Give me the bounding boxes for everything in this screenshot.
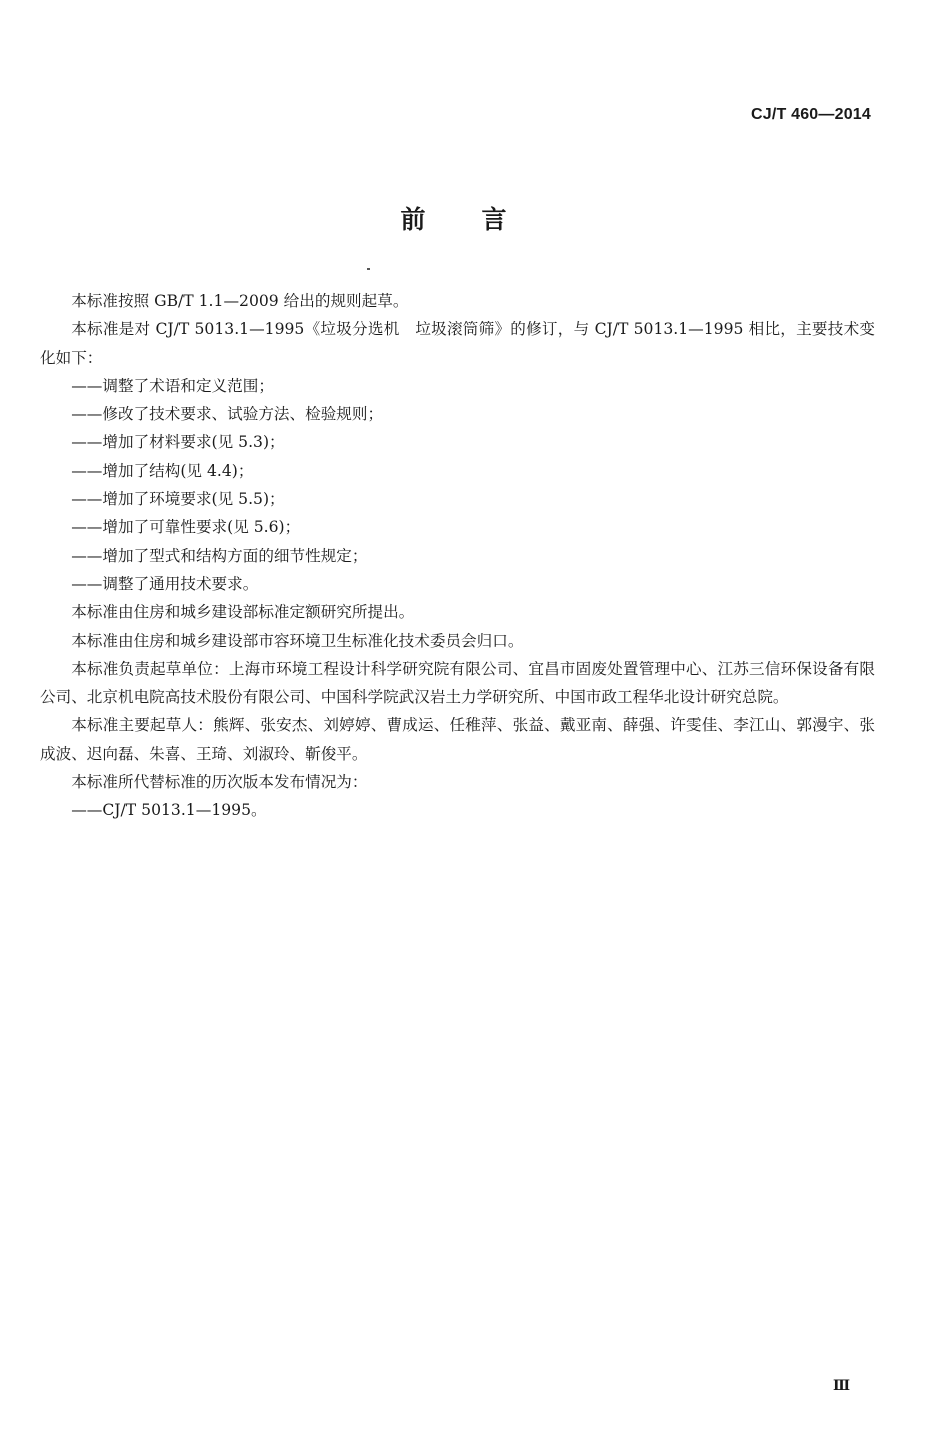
title-char-2: 言: [481, 205, 507, 234]
paragraph-committee: 本标准由住房和城乡建设部市容环境卫生标准化技术委员会归口。: [71, 631, 524, 650]
change-item: ——增加了型式和结构方面的细节性规定；: [71, 546, 368, 565]
history-item: ——CJ/T 5013.1—1995。: [71, 801, 267, 820]
change-item: ——增加了材料要求(见 5.3)；: [71, 433, 285, 452]
change-item: ——增加了结构(见 4.4)；: [71, 461, 254, 480]
foreword-body: [40, 287, 875, 825]
page-title: [0, 200, 907, 236]
paragraph-revision: 本标准是对 CJ/T 5013.1—1995《垃圾分选机 垃圾滚筒筛》的修订，与 CJ/T 5013.1—1995 相比，主要技术变化如下：: [40, 320, 875, 367]
change-item: ——调整了术语和定义范围；: [71, 376, 274, 395]
paragraph-drafting-rules: 本标准按照 GB/T 1.1—2009 给出的规则起草。: [71, 292, 409, 310]
paragraph-drafting-units: 本标准负责起草单位：上海市环境工程设计科学研究院有限公司、宜昌市固废处置管理中心、江苏三信环保设备有限公司、北京机电院高技术股份有限公司、中国科学院武汉岩土力学研究所、中国市政工程华北设计研究总院。: [40, 659, 875, 707]
change-item: ——增加了可靠性要求(见 5.6)；: [71, 518, 301, 537]
title-char-1: 前: [400, 205, 426, 234]
change-item: ——修改了技术要求、试验方法、检验规则；: [71, 405, 384, 424]
change-item: ——调整了通用技术要求。: [71, 574, 259, 593]
paragraph-proposer: 本标准由住房和城乡建设部标准定额研究所提出。: [71, 603, 415, 622]
paragraph-history: 本标准所代替标准的历次版本发布情况为：: [71, 773, 368, 792]
page-number: Ⅲ: [833, 1378, 851, 1394]
standard-number: CJ/T 460—2014: [750, 106, 871, 123]
paragraph-drafters: 本标准主要起草人：熊辉、张安杰、刘婷婷、曹成运、任稚萍、张益、戴亚南、薛强、许雯佳、李江山、郭漫宇、张成波、迟向磊、朱喜、王琦、刘淑玲、靳俊平。: [40, 716, 875, 763]
scan-speck: [367, 268, 370, 270]
change-item: ——增加了环境要求(见 5.5)；: [71, 490, 285, 509]
